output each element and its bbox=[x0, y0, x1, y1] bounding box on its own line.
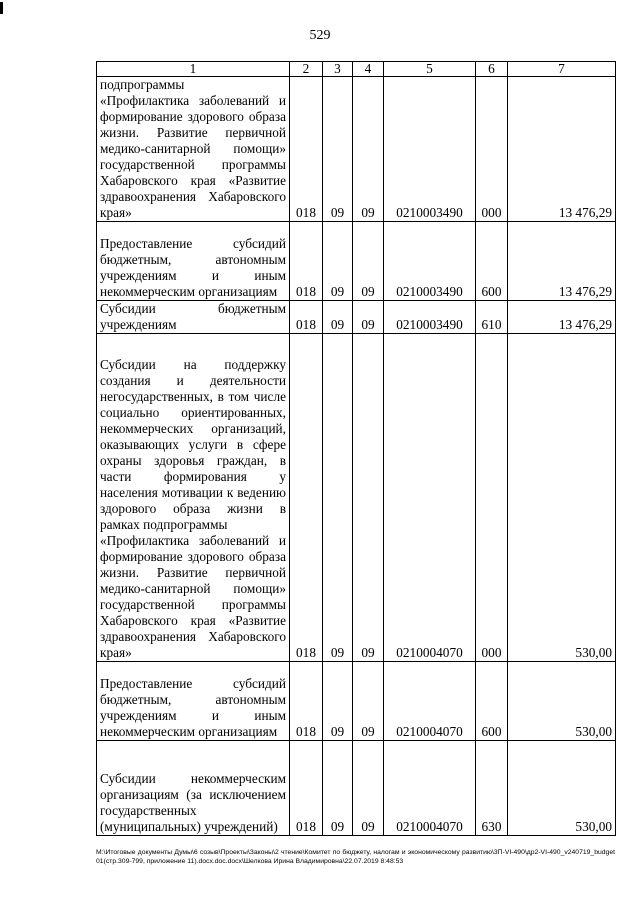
document-footer-path: M:\Итоговые документы Думы\6 созыв\Проекты\Законы\2 чтение\Комитет по бюджету, налогам и экономическому развитию\3П-VI-490\др2-VI-490_v240719_budget01(стр.309-799, приложение 11).docx.doc.docx\Шелкова Ирина Владимировна\22.07.2019 8:48:53 bbox=[96, 849, 615, 865]
row-name: Субсидии бюджетным учреждениям bbox=[97, 301, 290, 334]
cell-section: 09 bbox=[323, 741, 353, 836]
table-row bbox=[97, 741, 616, 836]
page-number: 529 bbox=[309, 28, 331, 43]
header-cell: 5 bbox=[384, 62, 476, 77]
row-name: Субсидии на поддержку создания и деятельности негосударственных, в том числе социально ориентированных, некоммерческих организаций, оказывающих услуги в сфере охраны здоровья граждан, в части формирования у населения мотивации к ведению здорового образа жизни в рамках подпрограммы «Профилактика заболеваний и формирование здорового образа жизни. Развитие первичной медико-санитарной помощи» государственной программы Хабаровского края «Развитие здравоохранения Хабаровского края» bbox=[97, 334, 290, 662]
cell-ministry: 018 bbox=[290, 741, 323, 836]
cell-expense-type: 630 bbox=[476, 741, 508, 836]
table-row bbox=[97, 301, 616, 334]
table-row bbox=[97, 334, 616, 662]
header-cell: 7 bbox=[508, 62, 616, 77]
cell-expense-type: 000 bbox=[476, 77, 508, 222]
cell-target-article: 0210004070 bbox=[384, 662, 476, 741]
header-cell: 3 bbox=[323, 62, 353, 77]
row-name: Субсидии некоммерческим организациям (за исключением государственных (муниципальных) учреждений) bbox=[97, 741, 290, 836]
cell-target-article: 0210003490 bbox=[384, 77, 476, 222]
cell-amount: 530,00 bbox=[508, 662, 616, 741]
table-row bbox=[97, 662, 616, 741]
cell-subsection: 09 bbox=[353, 741, 384, 836]
header-cell: 6 bbox=[476, 62, 508, 77]
cell-expense-type: 600 bbox=[476, 662, 508, 741]
budget-table bbox=[96, 61, 616, 836]
cell-ministry: 018 bbox=[290, 77, 323, 222]
scan-edge-mark bbox=[0, 2, 3, 14]
cell-amount: 530,00 bbox=[508, 741, 616, 836]
cell-section: 09 bbox=[323, 222, 353, 301]
cell-section: 09 bbox=[323, 334, 353, 662]
cell-amount: 13 476,29 bbox=[508, 301, 616, 334]
cell-ministry: 018 bbox=[290, 222, 323, 301]
cell-ministry: 018 bbox=[290, 662, 323, 741]
header-cell: 4 bbox=[353, 62, 384, 77]
cell-ministry: 018 bbox=[290, 301, 323, 334]
cell-section: 09 bbox=[323, 301, 353, 334]
cell-expense-type: 600 bbox=[476, 222, 508, 301]
cell-subsection: 09 bbox=[353, 662, 384, 741]
row-name: подпрограммы «Профилактика заболеваний и формирование здорового образа жизни. Развитие первичной медико-санитарной помощи» государственной программы Хабаровского края «Развитие здравоохранения Хабаровского края» bbox=[97, 77, 290, 222]
table-header-row bbox=[97, 62, 616, 77]
cell-target-article: 0210004070 bbox=[384, 334, 476, 662]
cell-expense-type: 000 bbox=[476, 334, 508, 662]
cell-target-article: 0210003490 bbox=[384, 222, 476, 301]
cell-amount: 13 476,29 bbox=[508, 77, 616, 222]
header-cell: 2 bbox=[290, 62, 323, 77]
row-name: Предоставление субсидий бюджетным, автономным учреждениям и иным некоммерческим организациям bbox=[97, 222, 290, 301]
cell-subsection: 09 bbox=[353, 222, 384, 301]
cell-section: 09 bbox=[323, 662, 353, 741]
cell-amount: 13 476,29 bbox=[508, 222, 616, 301]
table-row bbox=[97, 77, 616, 222]
cell-target-article: 0210003490 bbox=[384, 301, 476, 334]
cell-target-article: 0210004070 bbox=[384, 741, 476, 836]
cell-amount: 530,00 bbox=[508, 334, 616, 662]
cell-subsection: 09 bbox=[353, 334, 384, 662]
cell-subsection: 09 bbox=[353, 77, 384, 222]
table-row bbox=[97, 222, 616, 301]
cell-ministry: 018 bbox=[290, 334, 323, 662]
cell-expense-type: 610 bbox=[476, 301, 508, 334]
header-cell: 1 bbox=[97, 62, 290, 77]
row-name: Предоставление субсидий бюджетным, автономным учреждениям и иным некоммерческим организациям bbox=[97, 662, 290, 741]
cell-subsection: 09 bbox=[353, 301, 384, 334]
cell-section: 09 bbox=[323, 77, 353, 222]
